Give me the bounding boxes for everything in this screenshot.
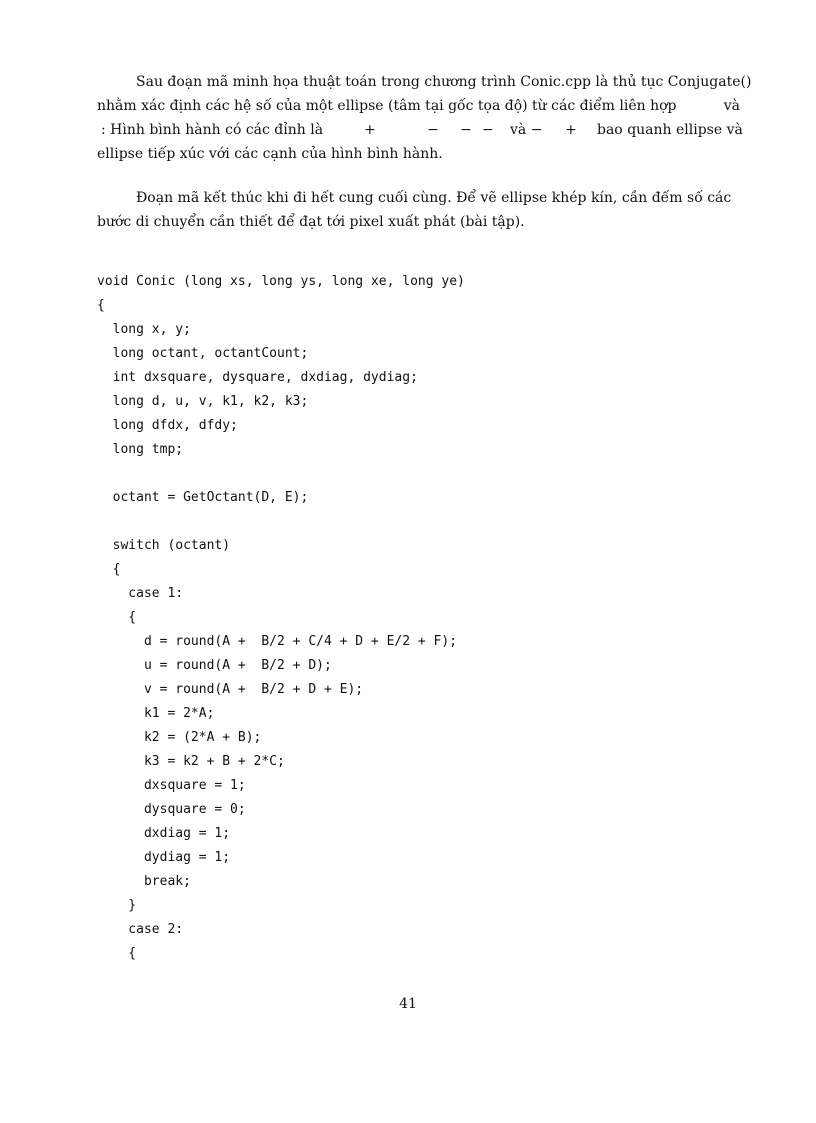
paragraph-1-line-4: ellipse tiếp xúc với các cạnh của hình bình hành. xyxy=(97,146,443,162)
paragraph-1-line-3-plus-1: + xyxy=(364,122,376,138)
code-line: k1 = 2*A; xyxy=(97,706,215,721)
paragraph-1-line-2-end: và xyxy=(723,98,740,114)
code-line: switch (octant) xyxy=(97,538,231,553)
code-line: long dfdx, dfdy; xyxy=(97,418,238,433)
code-line: int dxsquare, dysquare, dxdiag, dydiag; xyxy=(97,370,418,385)
code-line: octant = GetOctant(D, E); xyxy=(97,490,309,505)
paragraph-1-line-3-minus-2: − xyxy=(460,122,472,138)
code-line: case 1: xyxy=(97,586,184,601)
paragraph-2-line-2: bước di chuyển cần thiết để đạt tới pixel xuất phát (bài tập). xyxy=(97,214,525,230)
code-line: { xyxy=(97,562,121,577)
paragraph-1-line-3-minus-1: − xyxy=(427,122,439,138)
code-line: void Conic (long xs, long ys, long xe, long ye) xyxy=(97,274,465,289)
paragraph-1-line-3-lead: : Hình bình hành có các đỉnh là xyxy=(101,122,324,138)
paragraph-1-line-3-tail: bao quanh ellipse và xyxy=(597,122,743,138)
code-line: long tmp; xyxy=(97,442,184,457)
paragraph-1-line-3-plus-2: + xyxy=(565,122,577,138)
code-line: k3 = k2 + B + 2*C; xyxy=(97,754,285,769)
code-line: dysquare = 0; xyxy=(97,802,246,817)
code-line: case 2: xyxy=(97,922,184,937)
paragraph-2-line-1: Đoạn mã kết thúc khi đi hết cung cuối cùng. Để vẽ ellipse khép kín, cần đếm số các xyxy=(136,190,732,206)
code-line: { xyxy=(97,298,105,313)
paragraph-1-line-3-and-minus: và − xyxy=(510,122,543,138)
code-line: k2 = (2*A + B); xyxy=(97,730,262,745)
paragraph-1-line-2 xyxy=(97,94,740,118)
paragraph-1-line-2-text: nhằm xác định các hệ số của một ellipse (tâm tại gốc tọa độ) từ các điểm liên hợp xyxy=(97,98,677,114)
paragraph-1-line-3-minus-3: − xyxy=(482,122,494,138)
code-line: u = round(A + B/2 + D); xyxy=(97,658,332,673)
code-line: } xyxy=(97,898,137,913)
code-line: dydiag = 1; xyxy=(97,850,231,865)
code-line: { xyxy=(97,610,137,625)
code-line: dxsquare = 1; xyxy=(97,778,246,793)
code-line: break; xyxy=(97,874,191,889)
code-line: long d, u, v, k1, k2, k3; xyxy=(97,394,309,409)
paragraph-1-line-1: Sau đoạn mã minh họa thuật toán trong chương trình Conic.cpp là thủ tục Conjugate() xyxy=(136,74,752,90)
code-line: long x, y; xyxy=(97,322,191,337)
code-line: dxdiag = 1; xyxy=(97,826,231,841)
page-number: 41 xyxy=(399,996,417,1012)
code-line: d = round(A + B/2 + C/4 + D + E/2 + F); xyxy=(97,634,458,649)
code-line: { xyxy=(97,946,137,961)
code-line: v = round(A + B/2 + D + E); xyxy=(97,682,364,697)
code-line: long octant, octantCount; xyxy=(97,346,309,361)
paragraph-1-line-3 xyxy=(0,118,816,142)
